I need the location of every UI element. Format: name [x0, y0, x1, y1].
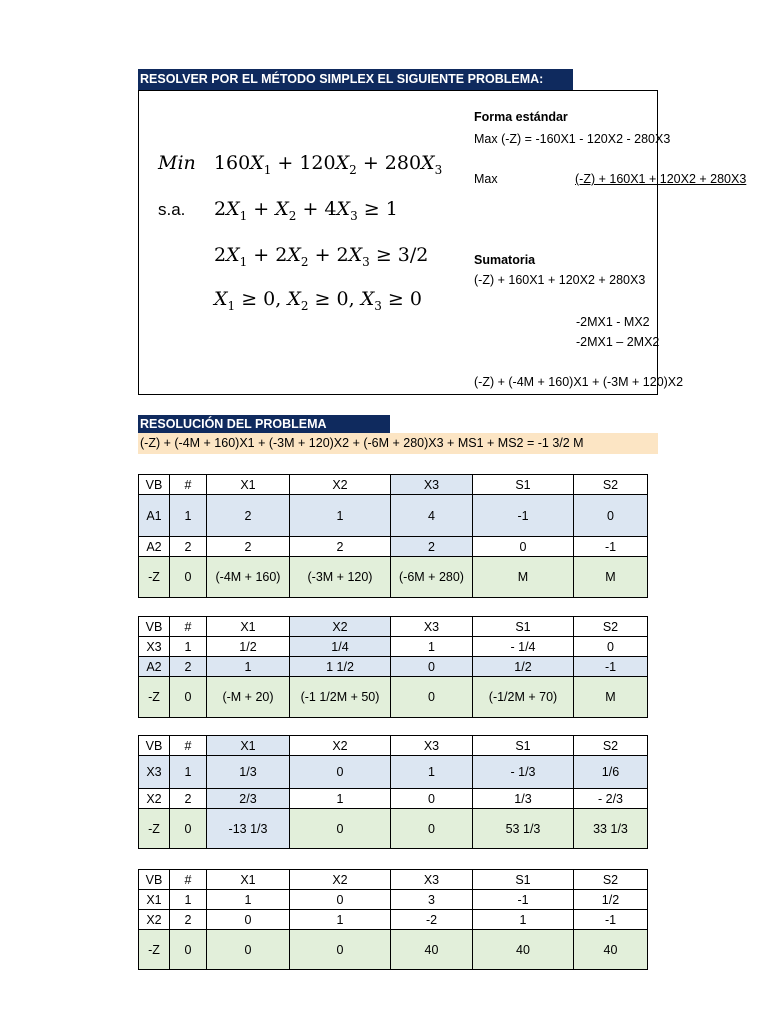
final-line: (-Z) + (-4M + 160)X1 + (-3M + 120)X2	[474, 375, 684, 389]
table-cell: (-1 1/2M + 50)	[290, 677, 391, 718]
table-row	[139, 637, 648, 657]
table-cell: 0	[170, 809, 207, 849]
table-cell: -1	[574, 910, 648, 930]
header-cell: X3	[391, 736, 473, 756]
table-cell: 0	[574, 495, 648, 537]
table-cell: 1/2	[574, 890, 648, 910]
header-cell: X1	[207, 617, 290, 637]
table-cell: -2	[391, 910, 473, 930]
table-cell: 53 1/3	[473, 809, 574, 849]
table-cell: 1	[207, 890, 290, 910]
resolution-title: RESOLUCIÓN DEL PROBLEMA	[138, 415, 390, 433]
table-cell: 2	[391, 537, 473, 557]
table-cell: 1/4	[290, 637, 391, 657]
header-cell: VB	[139, 617, 170, 637]
table-cell: M	[473, 557, 574, 598]
table-cell: 1/6	[574, 756, 648, 789]
table-cell: A2	[139, 537, 170, 557]
simplex-table-1	[138, 474, 648, 598]
table-cell: (-M + 20)	[207, 677, 290, 718]
header-cell: X3	[391, 870, 473, 890]
m-line-2: -2MX1 – 2MX2	[576, 335, 660, 349]
table-cell: 0	[170, 557, 207, 598]
table-cell: 2	[170, 910, 207, 930]
header-cell: VB	[139, 736, 170, 756]
table-cell: 0	[207, 930, 290, 970]
table-cell: 1	[391, 637, 473, 657]
header-cell: #	[170, 870, 207, 890]
constraint-2: $2X_1 + 2X_2 + 2X_3 \ge 3/2$	[214, 244, 429, 269]
table-cell: M	[574, 677, 648, 718]
table-cell: 0	[391, 657, 473, 677]
table-cell: -Z	[139, 809, 170, 849]
table-cell: 2	[207, 537, 290, 557]
table-cell: 1	[290, 910, 391, 930]
header-cell: X2	[290, 870, 391, 890]
table-cell: 2	[170, 657, 207, 677]
table-row	[139, 789, 648, 809]
section-title: RESOLVER POR EL MÉTODO SIMPLEX EL SIGUIENTE PROBLEMA:	[138, 69, 573, 90]
table-cell: 1	[170, 637, 207, 657]
table-cell: 0	[391, 677, 473, 718]
header-cell: S1	[473, 736, 574, 756]
table-cell: 0	[207, 910, 290, 930]
table-row	[139, 677, 648, 718]
table-cell: 2	[290, 537, 391, 557]
table-cell: 0	[290, 930, 391, 970]
table-cell: X1	[139, 890, 170, 910]
table-cell: 1	[290, 495, 391, 537]
objective-row: Min $160X_1 + 120X_2 + 280X_3$	[158, 152, 443, 177]
header-cell: X1	[207, 870, 290, 890]
table-cell: - 1/4	[473, 637, 574, 657]
table-cell: 1	[170, 890, 207, 910]
header-cell: S2	[574, 617, 648, 637]
table-cell: X2	[139, 910, 170, 930]
table-row	[139, 495, 648, 537]
header-cell: VB	[139, 870, 170, 890]
table-cell: 40	[574, 930, 648, 970]
table-cell: -Z	[139, 557, 170, 598]
simplex-table-2	[138, 616, 648, 718]
table-cell: 40	[473, 930, 574, 970]
sum-heading: Sumatoria	[474, 253, 536, 267]
table-row	[139, 930, 648, 970]
table-cell: 0	[391, 809, 473, 849]
header-cell: #	[170, 475, 207, 495]
header-cell: X1	[207, 736, 290, 756]
table-cell: 1/2	[473, 657, 574, 677]
table-cell: (-6M + 280)	[391, 557, 473, 598]
table-row	[139, 657, 648, 677]
table-cell: X3	[139, 637, 170, 657]
table-cell: 1	[170, 756, 207, 789]
table-cell: -1	[574, 537, 648, 557]
header-cell: X2	[290, 617, 391, 637]
table-cell: 1	[473, 910, 574, 930]
table-cell: 0	[170, 677, 207, 718]
table-cell: 4	[391, 495, 473, 537]
table-cell: 2	[170, 537, 207, 557]
header-cell: S2	[574, 475, 648, 495]
table-row	[139, 537, 648, 557]
table-cell: 33 1/3	[574, 809, 648, 849]
standard-form-line-2: (-Z) + 160X1 + 120X2 + 280X3	[575, 172, 747, 186]
header-cell: S1	[473, 475, 574, 495]
header-cell: VB	[139, 475, 170, 495]
header-cell: X2	[290, 475, 391, 495]
table-cell: 2	[170, 789, 207, 809]
table-cell: A1	[139, 495, 170, 537]
table-cell: A2	[139, 657, 170, 677]
table-row	[139, 756, 648, 789]
table-cell: -Z	[139, 930, 170, 970]
table-cell: 1	[391, 756, 473, 789]
standard-form-heading: Forma estándar	[474, 110, 568, 124]
standard-form-line-1: Max (-Z) = -160X1 - 120X2 - 280X3	[474, 132, 671, 146]
table-cell: 40	[391, 930, 473, 970]
table-cell: - 2/3	[574, 789, 648, 809]
m-line-1: -2MX1 - MX2	[576, 315, 650, 329]
table-row	[139, 890, 648, 910]
table-cell: 0	[391, 789, 473, 809]
max-label: Max	[474, 172, 498, 186]
table-row	[139, 809, 648, 849]
resolution-equation: (-Z) + (-4M + 160)X1 + (-3M + 120)X2 + (-6M + 280)X3 + MS1 + MS2 = -1 3/2 M	[138, 433, 658, 454]
simplex-table-3	[138, 735, 648, 849]
simplex-table-4	[138, 869, 648, 970]
table-cell: X2	[139, 789, 170, 809]
header-cell: #	[170, 736, 207, 756]
nonnegativity-constraint: $X_1 \ge 0$, $X_2 \ge 0$, $X_3 \ge 0$	[214, 288, 422, 313]
table-cell: - 1/3	[473, 756, 574, 789]
header-cell: X3	[391, 617, 473, 637]
table-cell: 2	[207, 495, 290, 537]
table-cell: 0	[290, 890, 391, 910]
table-cell: (-4M + 160)	[207, 557, 290, 598]
table-cell: 0	[170, 930, 207, 970]
table-cell: X3	[139, 756, 170, 789]
header-cell: X1	[207, 475, 290, 495]
table-cell: 1	[290, 789, 391, 809]
header-cell: S2	[574, 870, 648, 890]
table-cell: 1	[207, 657, 290, 677]
table-cell: 1	[170, 495, 207, 537]
table-cell: -1	[574, 657, 648, 677]
table-cell: 3	[391, 890, 473, 910]
table-cell: 1/3	[473, 789, 574, 809]
table-cell: -1	[473, 495, 574, 537]
table-cell: (-1/2M + 70)	[473, 677, 574, 718]
sum-line: (-Z) + 160X1 + 120X2 + 280X3	[474, 273, 646, 287]
header-cell: S1	[473, 617, 574, 637]
table-cell: (-3M + 120)	[290, 557, 391, 598]
header-cell: S2	[574, 736, 648, 756]
header-cell: #	[170, 617, 207, 637]
table-cell: 1 1/2	[290, 657, 391, 677]
table-cell: 1/2	[207, 637, 290, 657]
table-cell: M	[574, 557, 648, 598]
table-row	[139, 910, 648, 930]
table-row	[139, 557, 648, 598]
subject-to-label: s.a.	[158, 200, 186, 219]
table-cell: -1	[473, 890, 574, 910]
table-cell: 0	[574, 637, 648, 657]
table-cell: 0	[473, 537, 574, 557]
table-cell: -13 1/3	[207, 809, 290, 849]
constraint-1: $2X_1 + X_2 + 4X_3 \ge 1$	[214, 198, 398, 223]
table-cell: 0	[290, 809, 391, 849]
table-cell: 2/3	[207, 789, 290, 809]
header-cell: S1	[473, 870, 574, 890]
min-label: Min	[158, 152, 196, 174]
header-cell: X3	[391, 475, 473, 495]
table-cell: 0	[290, 756, 391, 789]
table-cell: -Z	[139, 677, 170, 718]
table-cell: 1/3	[207, 756, 290, 789]
header-cell: X2	[290, 736, 391, 756]
